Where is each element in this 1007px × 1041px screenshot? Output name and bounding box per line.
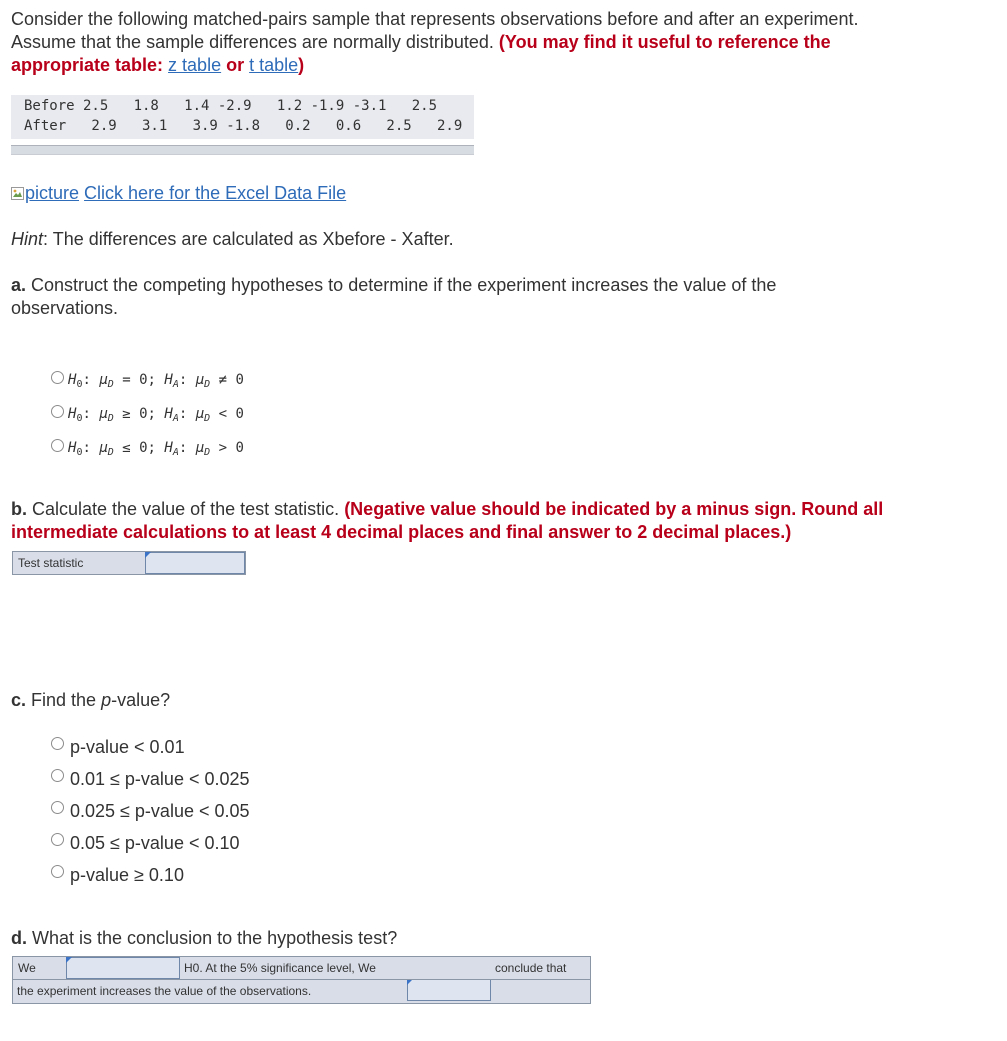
divider bbox=[13, 979, 590, 980]
radio-button[interactable] bbox=[51, 439, 64, 452]
part-c-prompt: c. Find the p-value? bbox=[11, 690, 171, 710]
table-scrollbar[interactable] bbox=[11, 145, 474, 155]
radio-button[interactable] bbox=[51, 737, 64, 750]
test-statistic-box bbox=[12, 551, 246, 575]
part-a-options bbox=[51, 364, 244, 466]
excel-picture-alt[interactable]: picture bbox=[25, 183, 80, 203]
hypothesis-option-1[interactable]: $H_0$: $\mu_D = 0$; $H_A$: $\mu_D \ne 0$ bbox=[51, 364, 244, 398]
hint-text: : The differences are calculated as Xbefore - Xafter. bbox=[43, 229, 454, 249]
conclusion-middle-text: H0. At the 5% significance level, We bbox=[184, 961, 376, 975]
test-statistic-label: Test statistic bbox=[18, 556, 84, 570]
excel-row bbox=[11, 182, 346, 205]
excel-data-link[interactable]: Click here for the Excel Data File bbox=[84, 183, 347, 203]
broken-image-icon bbox=[11, 187, 25, 201]
radio-button[interactable] bbox=[51, 865, 64, 878]
pvalue-option-1[interactable]: p-value < 0.01 bbox=[51, 731, 250, 763]
radio-button[interactable] bbox=[51, 405, 64, 418]
part-c-options bbox=[51, 731, 250, 891]
conclusion-box bbox=[12, 956, 591, 1004]
pvalue-option-5[interactable]: p-value ≥ 0.10 bbox=[51, 859, 250, 891]
radio-button[interactable] bbox=[51, 801, 64, 814]
intro-text bbox=[11, 8, 858, 77]
conclusion-we: We bbox=[18, 961, 36, 975]
can-cannot-dropdown[interactable] bbox=[407, 979, 491, 1001]
pvalue-option-3[interactable]: 0.025 ≤ p-value < 0.05 bbox=[51, 795, 250, 827]
hypothesis-option-2[interactable]: $H_0$: $\mu_D \ge 0$; $H_A$: $\mu_D < 0$ bbox=[51, 398, 244, 432]
intro-line-3: appropriate table: z table or t table) bbox=[11, 55, 305, 75]
radio-button[interactable] bbox=[51, 371, 64, 384]
part-b-prompt: b. Calculate the value of the test statistic. (Negative value should be indicated by a minus sign. Round all intermediate calculations to at least 4 decimal places and final answer to 2 decimal places.) bbox=[11, 499, 884, 542]
conclusion-line-2: the experiment increases the value of the observations. bbox=[17, 984, 312, 998]
part-a-prompt: a. Construct the competing hypotheses to determine if the experiment increases the value of the observations. bbox=[11, 275, 777, 318]
conclusion-conclude-that: conclude that bbox=[495, 961, 567, 975]
before-row: Before 2.5 1.8 1.4 -2.9 1.2 -1.9 -3.1 2.5 bbox=[24, 98, 438, 114]
hint-label: Hint bbox=[11, 229, 44, 249]
radio-button[interactable] bbox=[51, 833, 64, 846]
part-d-prompt: d. What is the conclusion to the hypothesis test? bbox=[11, 928, 398, 948]
pvalue-option-4[interactable]: 0.05 ≤ p-value < 0.10 bbox=[51, 827, 250, 859]
intro-line-2: Assume that the sample differences are normally distributed. (You may find it useful to reference the bbox=[11, 32, 831, 52]
pvalue-option-2[interactable]: 0.01 ≤ p-value < 0.025 bbox=[51, 763, 250, 795]
test-statistic-input[interactable] bbox=[145, 552, 245, 574]
radio-button[interactable] bbox=[51, 769, 64, 782]
reject-dropdown[interactable] bbox=[66, 957, 180, 979]
hypothesis-option-3[interactable]: $H_0$: $\mu_D \le 0$; $H_A$: $\mu_D > 0$ bbox=[51, 432, 244, 466]
after-row: After 2.9 3.1 3.9 -1.8 0.2 0.6 2.5 2.9 bbox=[24, 118, 463, 134]
t-table-link[interactable]: t table bbox=[249, 55, 299, 75]
hint bbox=[11, 228, 454, 251]
intro-line-1: Consider the following matched-pairs sample that represents observations before and after an experiment. bbox=[11, 9, 859, 29]
z-table-link[interactable]: z table bbox=[168, 55, 222, 75]
data-table bbox=[11, 95, 474, 139]
